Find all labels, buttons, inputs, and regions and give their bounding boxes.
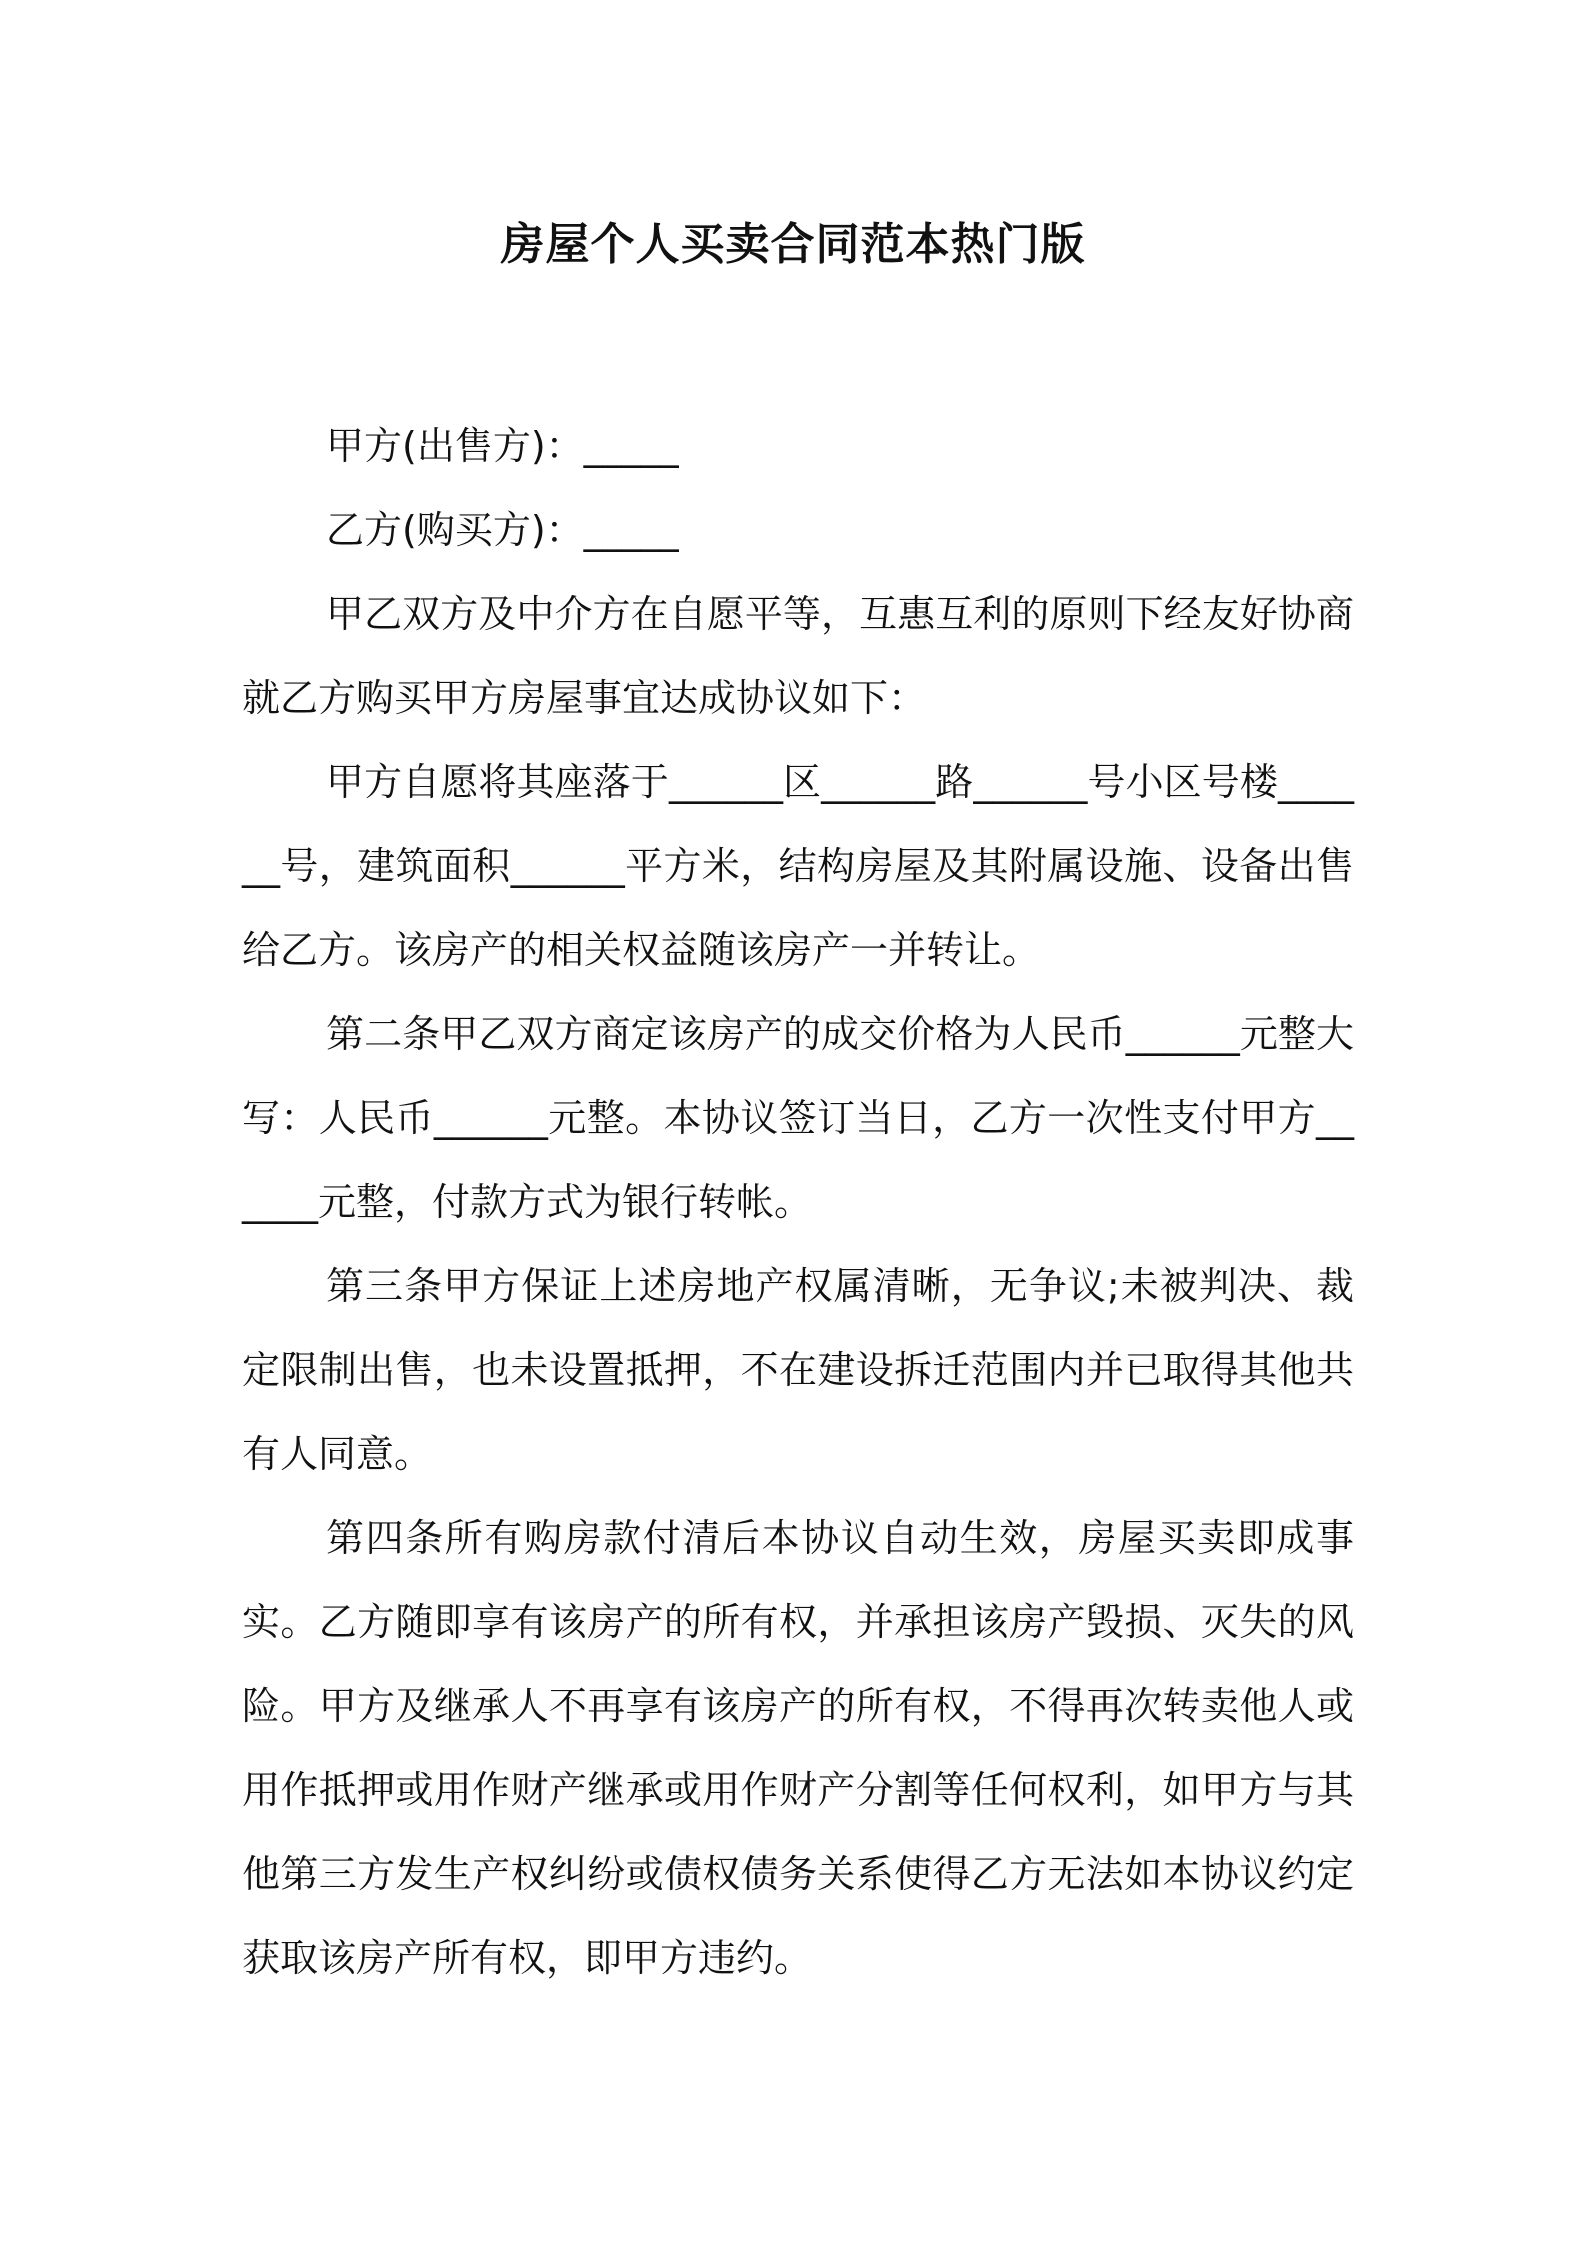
document-title: 房屋个人买卖合同范本热门版: [500, 219, 1086, 270]
paragraph-article-4: 第四条所有购房款付清后本协议自动生效，房屋买卖即成事实。乙方随即享有该房产的所有权，并承担该房产毁损、灭失的风险。甲方及继承人不再享有该房产的所有权，不得再次转卖他人或用作抵押或用作财产继承或用作财产分割等任何权利，如甲方与其他第三方发生产权纠纷或债权债务关系使得乙方无法如本协议约定获取该房产所有权，即甲方违约。: [242, 1516, 1354, 1980]
party-b-line: 乙方(购买方)：_____: [326, 508, 679, 552]
paragraph-article-1: 甲方自愿将其座落于______区______路______号小区号楼______号，建筑面积______平方米，结构房屋及其附属设施、设备出售给乙方。该房产的相关权益随该房产一并转让。: [242, 760, 1354, 972]
document-body: [242, 404, 1354, 2000]
paragraph-article-2: 第二条甲乙双方商定该房产的成交价格为人民币______元整大写：人民币______元整。本协议签订当日，乙方一次性支付甲方______元整，付款方式为银行转帐。: [242, 1012, 1354, 1224]
party-a-line: 甲方(出售方)：_____: [326, 424, 679, 468]
paragraph-intro: 甲乙双方及中介方在自愿平等，互惠互利的原则下经友好协商就乙方购买甲方房屋事宜达成协议如下：: [242, 592, 1354, 720]
paragraph-article-3: 第三条甲方保证上述房地产权属清晰，无争议;未被判决、裁定限制出售，也未设置抵押，不在建设拆迁范围内并已取得其他共有人同意。: [242, 1264, 1354, 1476]
